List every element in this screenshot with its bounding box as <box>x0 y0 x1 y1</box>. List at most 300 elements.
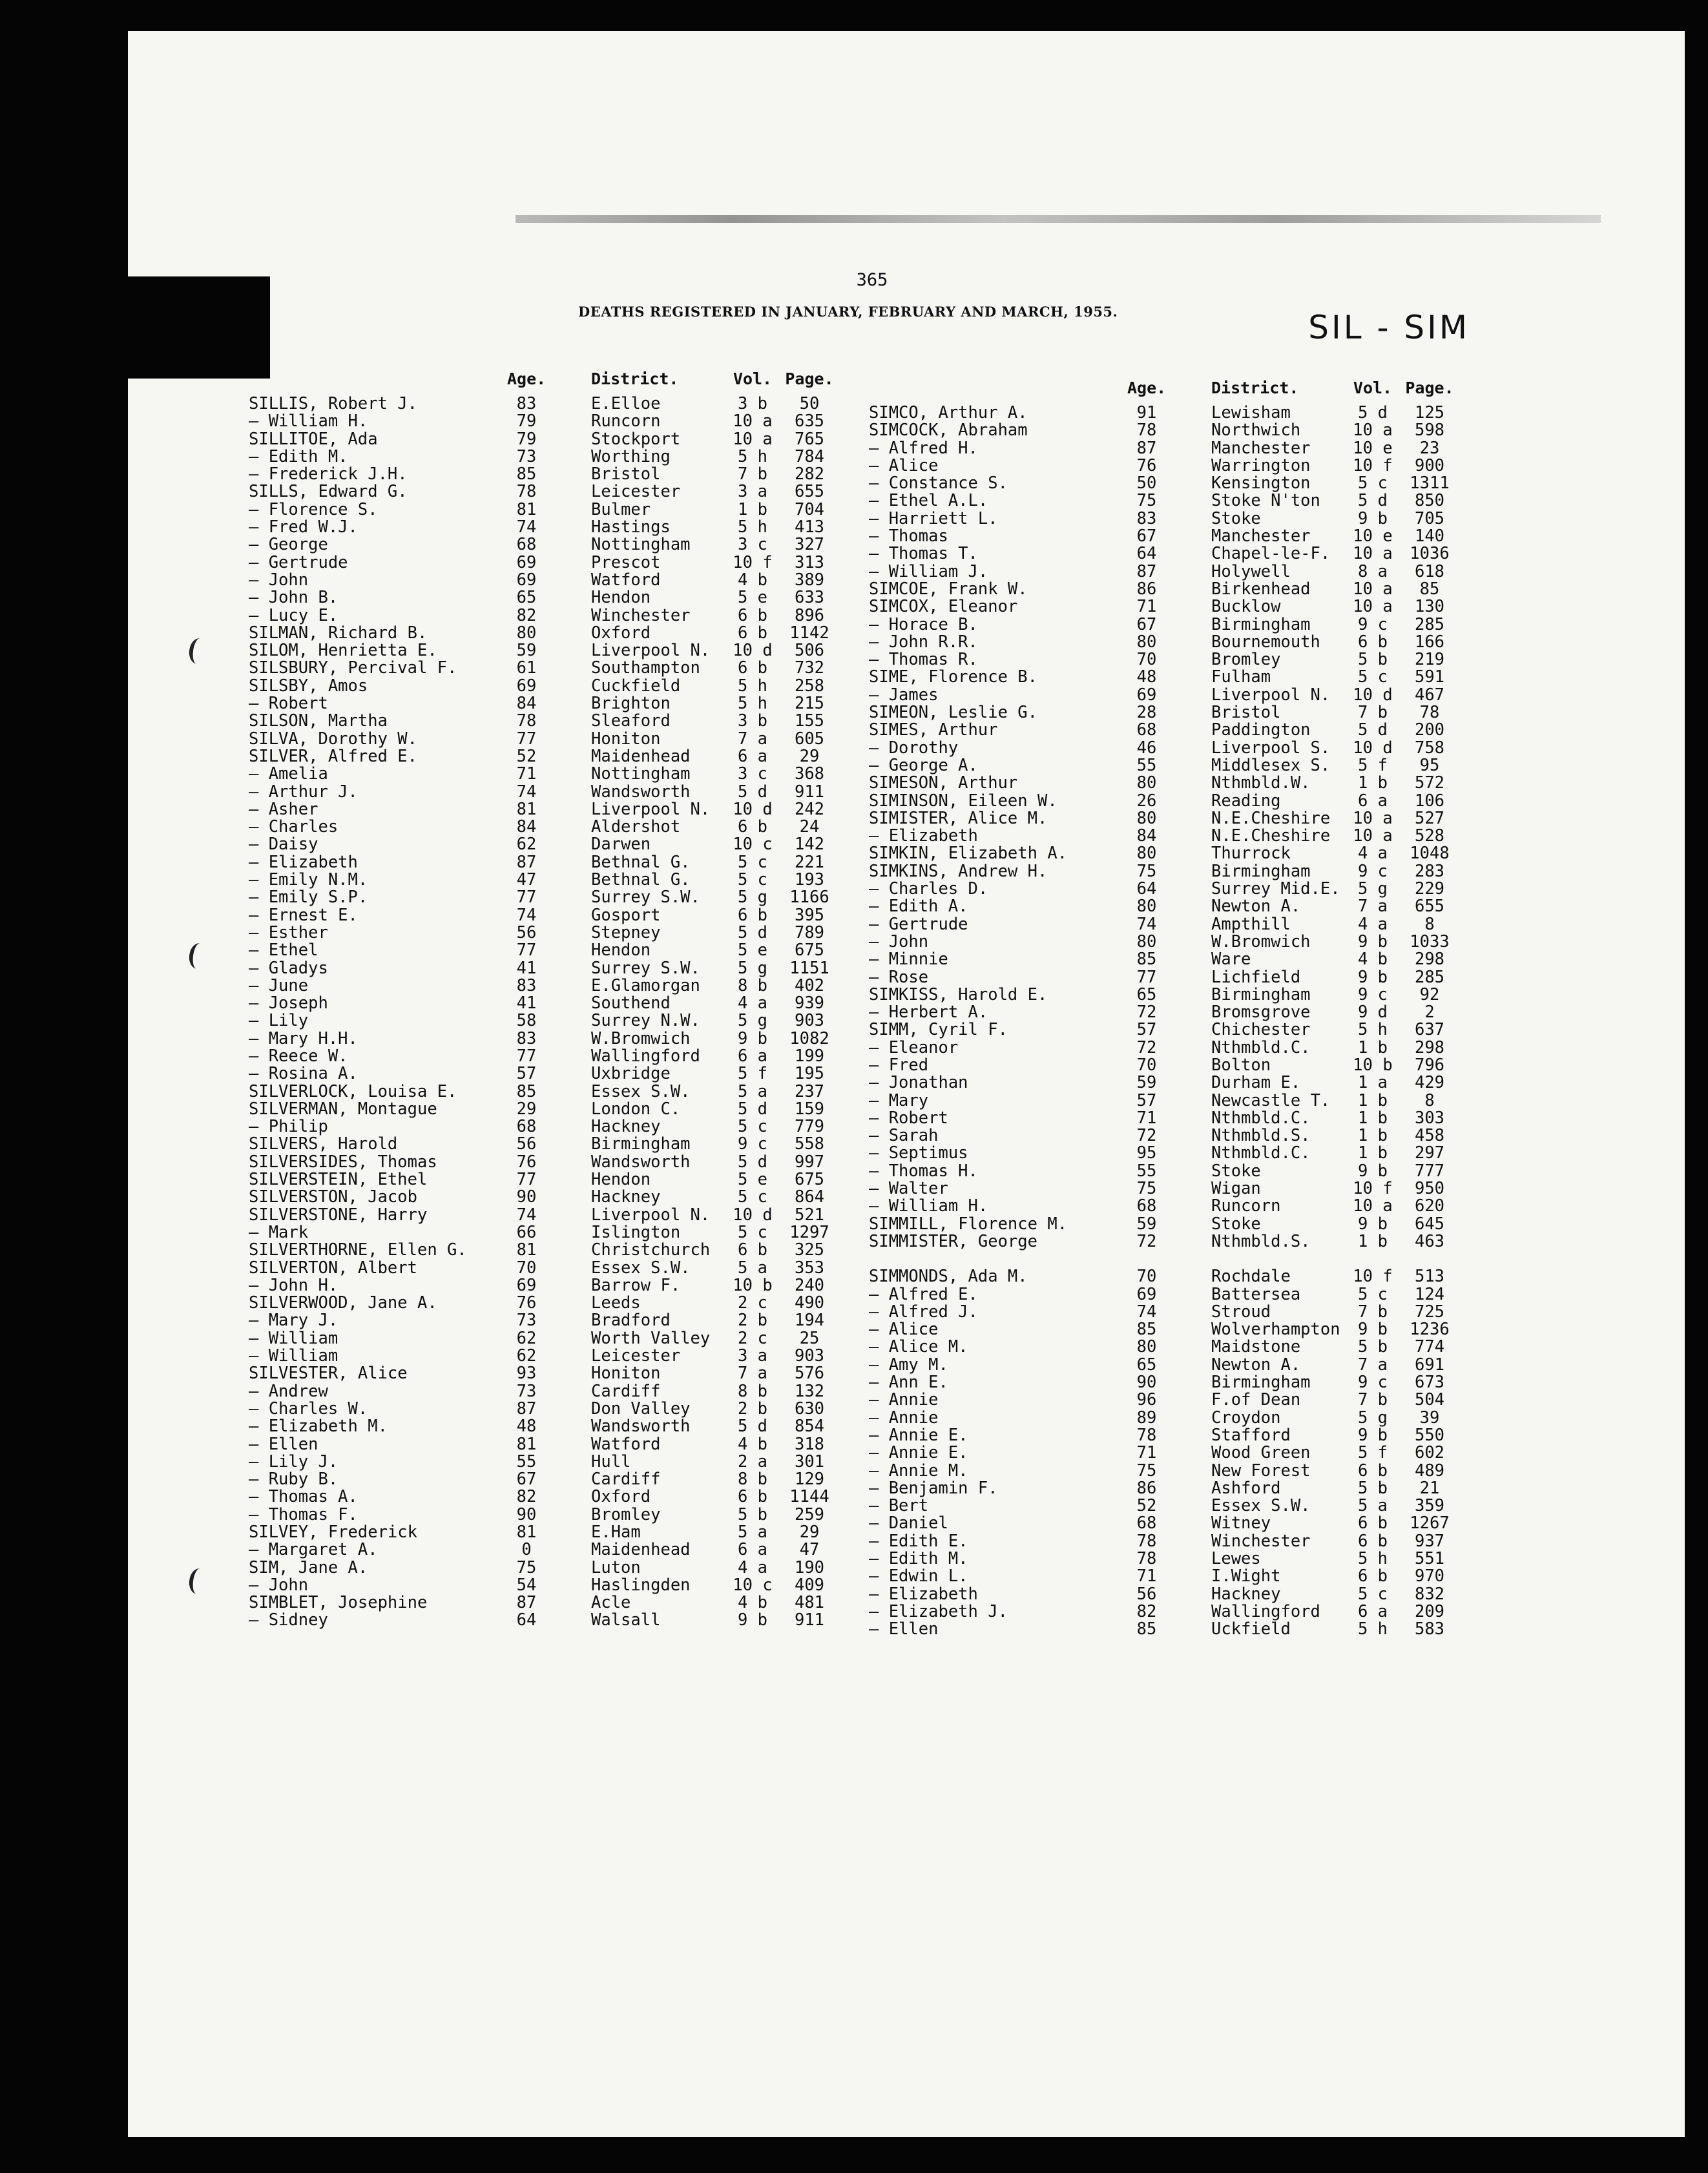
entry-district: Thurrock <box>1211 845 1291 863</box>
entry-page: 630 <box>794 1398 825 1419</box>
entry-district: London C. <box>591 1100 681 1119</box>
entry-name: — Ethel <box>249 942 318 960</box>
entry-volume: 10 f <box>1353 1267 1393 1287</box>
entry-age: 68 <box>516 1117 537 1137</box>
entry-name: SILOM, Henrietta E. <box>249 642 437 660</box>
entry-page: 937 <box>1414 1531 1445 1551</box>
page-header: Page. <box>1405 379 1454 397</box>
entry-volume: 7 b <box>1357 1302 1388 1322</box>
entry-name: — John H. <box>249 1276 338 1295</box>
entry-name: — Asher <box>249 800 318 819</box>
entry-district: Manchester <box>1211 439 1311 457</box>
entry-volume: 9 b <box>1357 508 1388 528</box>
entry-page: 92 <box>1419 984 1440 1004</box>
entry-volume: 4 a <box>737 1557 768 1577</box>
entry-name: — Bert <box>869 1497 929 1515</box>
entry-name: SILVERSTEIN, Ethel <box>249 1171 428 1189</box>
entry-volume: 10 d <box>733 641 773 661</box>
entry-page: 194 <box>794 1311 825 1331</box>
entry-age: 74 <box>1136 914 1157 934</box>
entry-volume: 8 b <box>737 1470 768 1490</box>
entry-volume: 10 a <box>1353 597 1393 617</box>
entry-name: — Emily N.M. <box>249 871 368 889</box>
entry-name: SILMAN, Richard B. <box>249 624 428 643</box>
entry-page: 142 <box>794 835 825 855</box>
entry-page: 47 <box>799 1540 820 1560</box>
entry-district: Surrey Mid.E. <box>1211 880 1340 899</box>
entry-name: — Jonathan <box>869 1074 968 1092</box>
entry-volume: 6 b <box>1357 632 1388 652</box>
entry-page: 900 <box>1414 455 1445 475</box>
entry-district: Winchester <box>1211 1532 1311 1550</box>
page-heading: DEATHS REGISTERED IN JANUARY, FEBRUARY AND MARCH, 1955. <box>578 304 1118 320</box>
entry-district: Liverpool S. <box>1211 739 1331 757</box>
entry-age: 87 <box>516 1593 537 1613</box>
entry-name: SIMM, Cyril F. <box>869 1021 1008 1039</box>
entry-name: — Horace B. <box>869 616 978 634</box>
entry-district: Liverpool N. <box>591 1206 711 1224</box>
entry-district: Nthmbld.C. <box>1211 1145 1311 1163</box>
entry-age: 81 <box>516 799 537 819</box>
entry-name: — Amelia <box>249 765 328 784</box>
entry-district: Bethnal G. <box>591 853 691 872</box>
entry-age: 80 <box>1136 773 1157 793</box>
entry-district: Christchurch <box>591 1242 711 1260</box>
entry-page: 368 <box>794 764 825 784</box>
entry-volume: 5 a <box>737 1081 768 1101</box>
entry-volume: 1 b <box>1357 1126 1388 1146</box>
entry-name: SIMKIN, Elizabeth A. <box>869 845 1068 863</box>
entry-district: Witney <box>1211 1515 1271 1533</box>
entry-district: Bromley <box>1211 651 1281 669</box>
entry-volume: 6 b <box>737 1240 768 1260</box>
entry-page: 297 <box>1414 1143 1445 1163</box>
entry-volume: 5 f <box>1357 755 1388 775</box>
entry-district: Acle <box>591 1594 631 1612</box>
entry-name: — John R.R. <box>869 633 978 652</box>
entry-volume: 10 c <box>733 1575 773 1595</box>
entry-name: — Alice M. <box>869 1338 968 1357</box>
entry-page: 359 <box>1414 1496 1445 1516</box>
entry-page: 282 <box>794 464 825 484</box>
entry-name: SIMBLET, Josephine <box>249 1594 428 1612</box>
entry-volume: 5 d <box>1357 491 1388 511</box>
entry-district: Lewes <box>1211 1550 1261 1568</box>
entry-district: Stroud <box>1211 1303 1271 1322</box>
entry-page: 1311 <box>1410 473 1450 494</box>
entry-page: 209 <box>1414 1601 1445 1621</box>
entry-age: 77 <box>1136 967 1157 987</box>
entry-age: 65 <box>1136 984 1157 1004</box>
entry-volume: 9 b <box>737 1028 768 1048</box>
entry-age: 90 <box>516 1504 537 1524</box>
entry-name: — Rose <box>869 968 929 986</box>
entry-page: 490 <box>794 1293 825 1313</box>
age-header: Age. <box>1127 379 1167 397</box>
entry-district: Battersea <box>1211 1285 1301 1304</box>
entry-district: Stepney <box>591 924 661 942</box>
entry-age: 70 <box>516 1258 537 1278</box>
entry-volume: 7 b <box>1357 703 1388 723</box>
entry-age: 80 <box>1136 1337 1157 1357</box>
entry-page: 24 <box>799 817 820 837</box>
entry-age: 90 <box>1136 1373 1157 1393</box>
entry-district: Uxbridge <box>591 1065 671 1083</box>
entry-page: 832 <box>1414 1584 1445 1604</box>
entry-district: Hull <box>591 1453 631 1471</box>
entry-volume: 3 a <box>737 1346 768 1366</box>
entry-age: 78 <box>1136 1425 1157 1445</box>
entry-page: 78 <box>1419 703 1440 723</box>
entry-page: 1033 <box>1410 931 1450 951</box>
entry-page: 774 <box>1414 1337 1445 1357</box>
entry-name: — William J. <box>869 563 988 581</box>
entry-name: — Dorothy <box>869 739 959 757</box>
entry-district: Aldershot <box>591 818 681 837</box>
entry-page: 1048 <box>1410 844 1450 864</box>
entry-age: 29 <box>516 1099 537 1119</box>
entry-age: 64 <box>1136 879 1157 899</box>
entry-age: 74 <box>516 1205 537 1225</box>
entry-name: — Thomas H. <box>869 1162 978 1181</box>
vol-header: Vol. <box>733 369 773 388</box>
entry-age: 78 <box>1136 1531 1157 1551</box>
entry-district: Essex S.W. <box>1211 1497 1311 1515</box>
entry-page: 950 <box>1414 1179 1445 1199</box>
entry-age: 89 <box>1136 1408 1157 1428</box>
entry-page: 242 <box>794 799 825 819</box>
entry-name: — Joseph <box>249 995 328 1013</box>
entry-district: Surrey N.W. <box>591 1012 700 1030</box>
entry-page: 605 <box>794 729 825 749</box>
entry-name: SIMCOCK, Abraham <box>869 422 1028 440</box>
entry-page: 779 <box>794 1117 825 1137</box>
entry-age: 48 <box>516 1417 537 1437</box>
entry-page: 155 <box>794 711 825 731</box>
entry-district: Leeds <box>591 1294 641 1313</box>
entry-age: 83 <box>516 975 537 995</box>
entry-name: — Annie E. <box>869 1426 968 1445</box>
entry-district: Surrey S.W. <box>591 959 700 977</box>
entry-name: — Gladys <box>249 959 328 977</box>
entry-page: 1236 <box>1410 1320 1450 1340</box>
entry-volume: 5 d <box>1357 403 1388 422</box>
entry-page: 620 <box>1414 1196 1445 1216</box>
entry-volume: 5 h <box>737 446 768 466</box>
entry-name: SIMMILL, Florence M. <box>869 1215 1068 1233</box>
entry-volume: 2 c <box>737 1328 768 1348</box>
entry-volume: 9 b <box>1357 1320 1388 1340</box>
entry-name: — Annie M. <box>869 1462 968 1480</box>
entry-page: 655 <box>1414 897 1445 917</box>
entry-age: 56 <box>1136 1584 1157 1604</box>
entry-age: 80 <box>1136 897 1157 917</box>
entry-name: — Thomas T. <box>869 545 978 563</box>
entry-volume: 10 a <box>1353 421 1393 441</box>
entry-page: 285 <box>1414 967 1445 987</box>
entry-district: Hendon <box>591 942 651 960</box>
entry-volume: 5 d <box>737 1152 768 1172</box>
entry-district: Barrow F. <box>591 1276 681 1295</box>
entry-name: SILVERSIDES, Thomas <box>249 1153 437 1172</box>
entry-volume: 4 a <box>1357 844 1388 864</box>
entry-age: 69 <box>1136 1284 1157 1304</box>
entry-district: Leicester <box>591 1347 681 1366</box>
entry-page: 303 <box>1414 1108 1445 1128</box>
entry-page: 528 <box>1414 826 1445 846</box>
entry-district: W.Bromwich <box>1211 933 1311 951</box>
entry-name: — Mary H.H. <box>249 1030 358 1048</box>
entry-name: — Thomas A. <box>249 1488 358 1506</box>
entry-name: — James <box>869 686 939 705</box>
district-header: District. <box>1211 379 1299 397</box>
entry-name: — Walter <box>869 1180 948 1198</box>
entry-age: 57 <box>516 1064 537 1084</box>
entry-page: 325 <box>794 1240 825 1260</box>
entry-name: — Ernest E. <box>249 906 358 924</box>
entry-district: Runcorn <box>1211 1198 1281 1216</box>
entry-page: 23 <box>1419 438 1440 458</box>
entry-age: 47 <box>516 870 537 890</box>
entry-district: Bolton <box>1211 1056 1271 1075</box>
entry-page: 1144 <box>789 1487 829 1507</box>
entry-page: 673 <box>1414 1373 1445 1393</box>
entry-page: 1166 <box>789 888 829 908</box>
entry-page: 458 <box>1414 1126 1445 1146</box>
entry-name: SILVERWOOD, Jane A. <box>249 1294 437 1313</box>
entry-name: SILLIS, Robert J. <box>249 395 417 413</box>
entry-page: 283 <box>1414 861 1445 881</box>
entry-age: 52 <box>516 746 537 766</box>
entry-volume: 5 c <box>737 1117 768 1137</box>
entry-volume: 10 d <box>1353 685 1393 705</box>
entry-page: 970 <box>1414 1566 1445 1586</box>
entry-age: 70 <box>1136 650 1157 670</box>
entry-age: 77 <box>516 888 537 908</box>
entry-page: 132 <box>794 1381 825 1401</box>
entry-volume: 10 f <box>1353 455 1393 475</box>
entry-age: 56 <box>516 922 537 942</box>
entry-name: — Elizabeth M. <box>249 1418 388 1436</box>
entry-age: 87 <box>516 852 537 872</box>
entry-district: Bournemouth <box>1211 633 1320 652</box>
entry-page: 229 <box>1414 879 1445 899</box>
entry-age: 77 <box>516 729 537 749</box>
entry-volume: 10 f <box>1353 1179 1393 1199</box>
entry-page: 550 <box>1414 1425 1445 1445</box>
entry-age: 26 <box>1136 791 1157 811</box>
entry-page: 903 <box>794 1346 825 1366</box>
entry-district: Bristol <box>1211 704 1281 722</box>
entry-name: SILVERMAN, Montague <box>249 1100 437 1119</box>
scan-streak <box>516 215 1601 223</box>
entry-page: 395 <box>794 905 825 925</box>
entry-age: 85 <box>516 1081 537 1101</box>
entry-district: Bethnal G. <box>591 871 691 889</box>
entry-volume: 10 a <box>733 429 773 449</box>
entry-name: SIMCO, Arthur A. <box>869 404 1028 422</box>
entry-volume: 5 d <box>737 922 768 942</box>
entry-district: Newton A. <box>1211 1356 1301 1375</box>
entry-district: E.Glamorgan <box>591 977 700 995</box>
entry-district: Lichfield <box>1211 968 1301 986</box>
entry-district: Wigan <box>1211 1180 1261 1198</box>
entry-district: Liverpool N. <box>591 800 711 819</box>
entry-volume: 9 b <box>1357 1161 1388 1181</box>
entry-volume: 5 d <box>737 782 768 802</box>
entry-age: 62 <box>516 835 537 855</box>
entry-age: 59 <box>1136 1073 1157 1093</box>
entry-volume: 6 b <box>1357 1513 1388 1534</box>
entry-district: Wallingford <box>591 1047 700 1066</box>
entry-page: 591 <box>1414 667 1445 687</box>
punch-mark <box>187 1567 209 1596</box>
entry-page: 130 <box>1414 597 1445 617</box>
entry-volume: 5 c <box>1357 1284 1388 1304</box>
surname-range-title: SIL - SIM <box>1308 309 1470 346</box>
entry-name: — Fred <box>869 1056 929 1075</box>
entry-age: 80 <box>1136 808 1157 828</box>
entry-volume: 9 b <box>1357 931 1388 951</box>
entry-volume: 9 d <box>1357 1003 1388 1023</box>
entry-page: 633 <box>794 588 825 608</box>
entry-name: — Philip <box>249 1118 328 1136</box>
entry-name: — Rosina A. <box>249 1065 358 1083</box>
entry-volume: 10 e <box>1353 526 1393 546</box>
entry-name: — Daisy <box>249 836 318 854</box>
entry-name: — Florence S. <box>249 501 378 519</box>
entry-name: — Emily S.P. <box>249 889 368 907</box>
entry-page: 2 <box>1424 1003 1435 1023</box>
entry-age: 87 <box>1136 438 1157 458</box>
entry-volume: 7 b <box>737 464 768 484</box>
entry-name: — Harriett L. <box>869 510 998 528</box>
district-header: District. <box>591 369 679 388</box>
entry-age: 80 <box>1136 931 1157 951</box>
entry-volume: 5 a <box>737 1523 768 1542</box>
entry-name: SIM, Jane A. <box>249 1559 368 1577</box>
entry-name: SILVERSTONE, Harry <box>249 1206 428 1224</box>
entry-name: — Robert <box>869 1109 948 1128</box>
entry-page: 95 <box>1419 755 1440 775</box>
entry-name: — William <box>249 1347 338 1366</box>
entry-volume: 3 c <box>737 764 768 784</box>
entry-age: 72 <box>1136 1126 1157 1146</box>
entry-page: 558 <box>794 1134 825 1154</box>
entry-volume: 8 b <box>737 1381 768 1401</box>
entry-district: Nottingham <box>591 765 691 784</box>
entry-name: — June <box>249 977 309 995</box>
entry-name: — Thomas <box>869 528 948 546</box>
entry-district: Middlesex S. <box>1211 756 1331 775</box>
entry-volume: 5 b <box>1357 1337 1388 1357</box>
entry-district: W.Bromwich <box>591 1030 691 1048</box>
entry-page: 199 <box>794 1046 825 1066</box>
entry-page: 140 <box>1414 526 1445 546</box>
entry-volume: 5 e <box>737 941 768 961</box>
entry-page: 193 <box>794 870 825 890</box>
entry-page: 655 <box>794 482 825 502</box>
entry-volume: 6 b <box>1357 1531 1388 1551</box>
entry-volume: 6 b <box>1357 1566 1388 1586</box>
entry-name: SILVERTHORNE, Ellen G. <box>249 1242 467 1260</box>
entry-district: Stoke <box>1211 510 1261 528</box>
entry-volume: 6 b <box>737 817 768 837</box>
entry-name: SIME, Florence B. <box>869 669 1037 687</box>
entry-name: — Gertrude <box>249 554 348 572</box>
entry-age: 73 <box>516 1381 537 1401</box>
entry-volume: 1 b <box>1357 1143 1388 1163</box>
entry-volume: 5 c <box>1357 1584 1388 1604</box>
entry-name: SIMES, Arthur <box>869 722 998 740</box>
entry-age: 85 <box>516 464 537 484</box>
entry-district: Croydon <box>1211 1409 1281 1427</box>
entry-age: 54 <box>516 1575 537 1595</box>
entry-district: Kensington <box>1211 475 1311 493</box>
entry-page: 106 <box>1414 791 1445 811</box>
entry-name: SILSBY, Amos <box>249 677 368 696</box>
entry-age: 68 <box>1136 720 1157 740</box>
entry-district: Don Valley <box>591 1400 691 1419</box>
entry-volume: 4 b <box>1357 950 1388 970</box>
entry-volume: 10 a <box>1353 544 1393 564</box>
entry-name: SIMMISTER, George <box>869 1232 1037 1251</box>
entry-volume: 6 a <box>737 746 768 766</box>
entry-name: — Thomas F. <box>249 1506 358 1524</box>
entry-age: 78 <box>516 711 537 731</box>
entry-page: 551 <box>1414 1549 1445 1568</box>
entry-age: 48 <box>1136 667 1157 687</box>
entry-age: 71 <box>1136 1443 1157 1463</box>
entry-volume: 3 b <box>737 394 768 413</box>
entry-name: — Edith M. <box>249 448 348 466</box>
entry-age: 50 <box>1136 473 1157 494</box>
entry-page: 166 <box>1414 632 1445 652</box>
entry-age: 55 <box>1136 1161 1157 1181</box>
entry-volume: 9 b <box>1357 967 1388 987</box>
entry-volume: 10 d <box>733 799 773 819</box>
entry-name: — Charles W. <box>249 1400 368 1419</box>
entry-age: 65 <box>1136 1355 1157 1375</box>
entry-page: 911 <box>794 1610 825 1630</box>
entry-age: 84 <box>1136 826 1157 846</box>
entry-age: 52 <box>1136 1496 1157 1516</box>
entry-page: 353 <box>794 1258 825 1278</box>
entry-district: Rochdale <box>1211 1268 1291 1286</box>
entry-age: 80 <box>516 623 537 643</box>
entry-district: Nthmbld.C. <box>1211 1039 1311 1057</box>
entry-volume: 5 d <box>737 1417 768 1437</box>
entry-volume: 5 c <box>737 1222 768 1242</box>
entry-district: Birkenhead <box>1211 580 1311 599</box>
entry-name: — Elizabeth <box>869 1585 978 1603</box>
entry-page: 583 <box>1414 1619 1445 1639</box>
entry-page: 732 <box>794 658 825 678</box>
entry-page: 637 <box>1414 1020 1445 1040</box>
entry-name: — John <box>869 933 929 951</box>
entry-age: 79 <box>516 411 537 431</box>
entry-age: 74 <box>1136 1302 1157 1322</box>
entry-name: — Elizabeth J. <box>869 1603 1008 1621</box>
entry-district: Bucklow <box>1211 598 1281 616</box>
entry-district: Wallingford <box>1211 1603 1320 1621</box>
entry-age: 57 <box>1136 1090 1157 1110</box>
entry-page: 259 <box>794 1504 825 1524</box>
entry-district: Nthmbld.W. <box>1211 775 1311 793</box>
entry-volume: 5 b <box>737 1504 768 1524</box>
entry-age: 84 <box>516 694 537 714</box>
entry-district: Durham E. <box>1211 1074 1301 1092</box>
